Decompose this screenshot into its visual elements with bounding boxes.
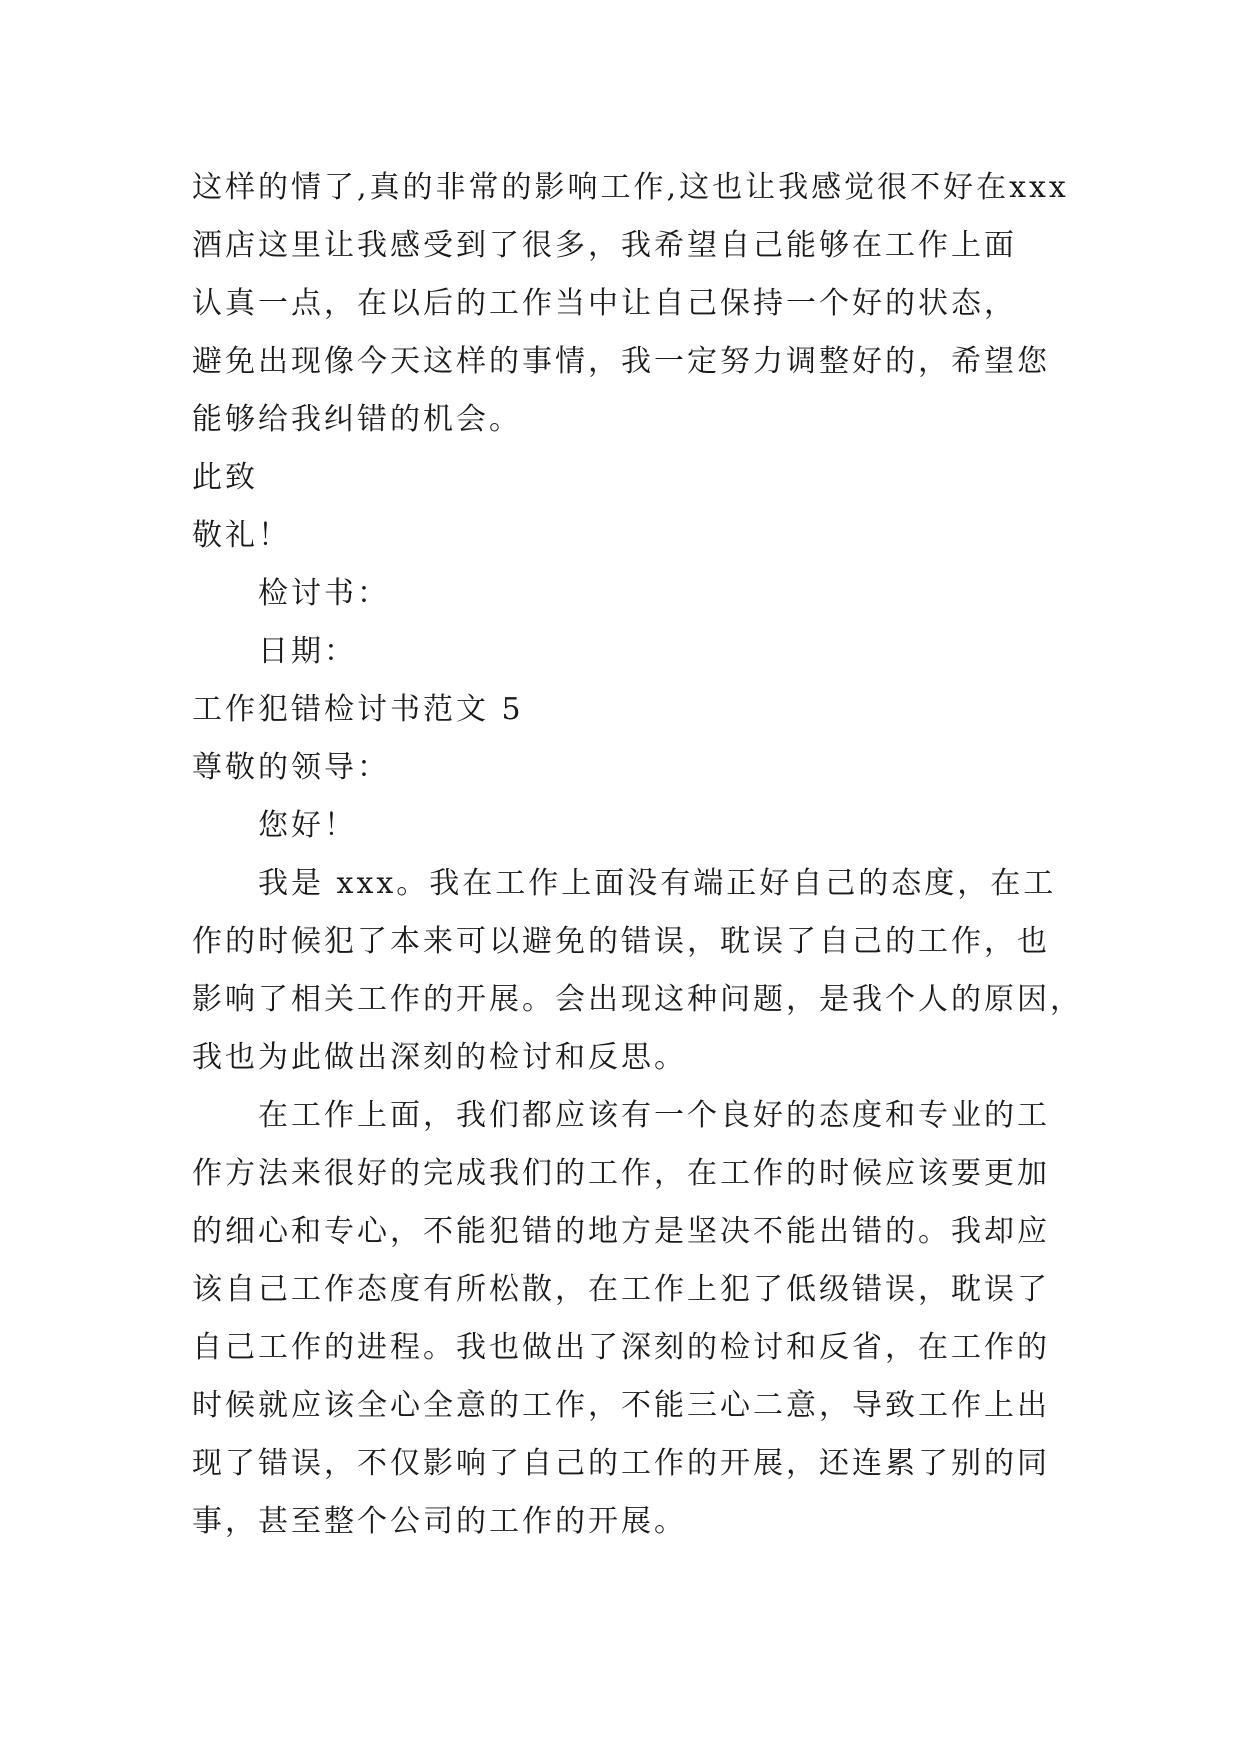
paragraph-line: 事，甚至整个公司的工作的开展。 [192, 1504, 687, 1539]
greeting: 您好！ [258, 808, 357, 843]
paragraph-line: 作方法来很好的完成我们的工作，在工作的时候应该要更加 [192, 1156, 1050, 1191]
paragraph-line: 该自己工作态度有所松散，在工作上犯了低级错误，耽误了 [192, 1272, 1050, 1307]
date-label: 日期： [258, 634, 357, 669]
paragraph-line: 自己工作的进程。我也做出了深刻的检讨和反省，在工作的 [192, 1330, 1050, 1365]
paragraph-line: 酒店这里让我感受到了很多，我希望自己能够在工作上面 [192, 228, 1017, 263]
closing-line: 此致 [192, 460, 258, 495]
addressee: 尊敬的领导： [192, 750, 390, 785]
paragraph-line: 认真一点，在以后的工作当中让自己保持一个好的状态， [192, 286, 1017, 321]
signature-label: 检讨书： [258, 576, 390, 611]
paragraph-line: 避免出现像今天这样的事情，我一定努力调整好的，希望您 [192, 344, 1050, 379]
paragraph-line: 我是 xxx。我在工作上面没有端正好自己的态度，在工 [258, 866, 1057, 901]
closing-salutation: 敬礼！ [192, 518, 291, 553]
paragraph-line: 能够给我纠错的机会。 [192, 402, 522, 437]
paragraph-line: 现了错误，不仅影响了自己的工作的开展，还连累了别的同 [192, 1446, 1050, 1481]
paragraph-line: 影响了相关工作的开展。会出现这种问题，是我个人的原因， [192, 982, 1083, 1017]
paragraph-line: 我也为此做出深刻的检讨和反思。 [192, 1040, 687, 1075]
paragraph-line: 作的时候犯了本来可以避免的错误，耽误了自己的工作，也 [192, 924, 1050, 959]
section-title: 工作犯错检讨书范文 5 [192, 692, 524, 727]
paragraph-line: 这样的情了,真的非常的影响工作,这也让我感觉很不好在xxx [192, 170, 1069, 205]
paragraph-line: 的细心和专心，不能犯错的地方是坚决不能出错的。我却应 [192, 1214, 1050, 1249]
paragraph-line: 在工作上面，我们都应该有一个良好的态度和专业的工 [258, 1098, 1050, 1133]
paragraph-line: 时候就应该全心全意的工作，不能三心二意，导致工作上出 [192, 1388, 1050, 1423]
